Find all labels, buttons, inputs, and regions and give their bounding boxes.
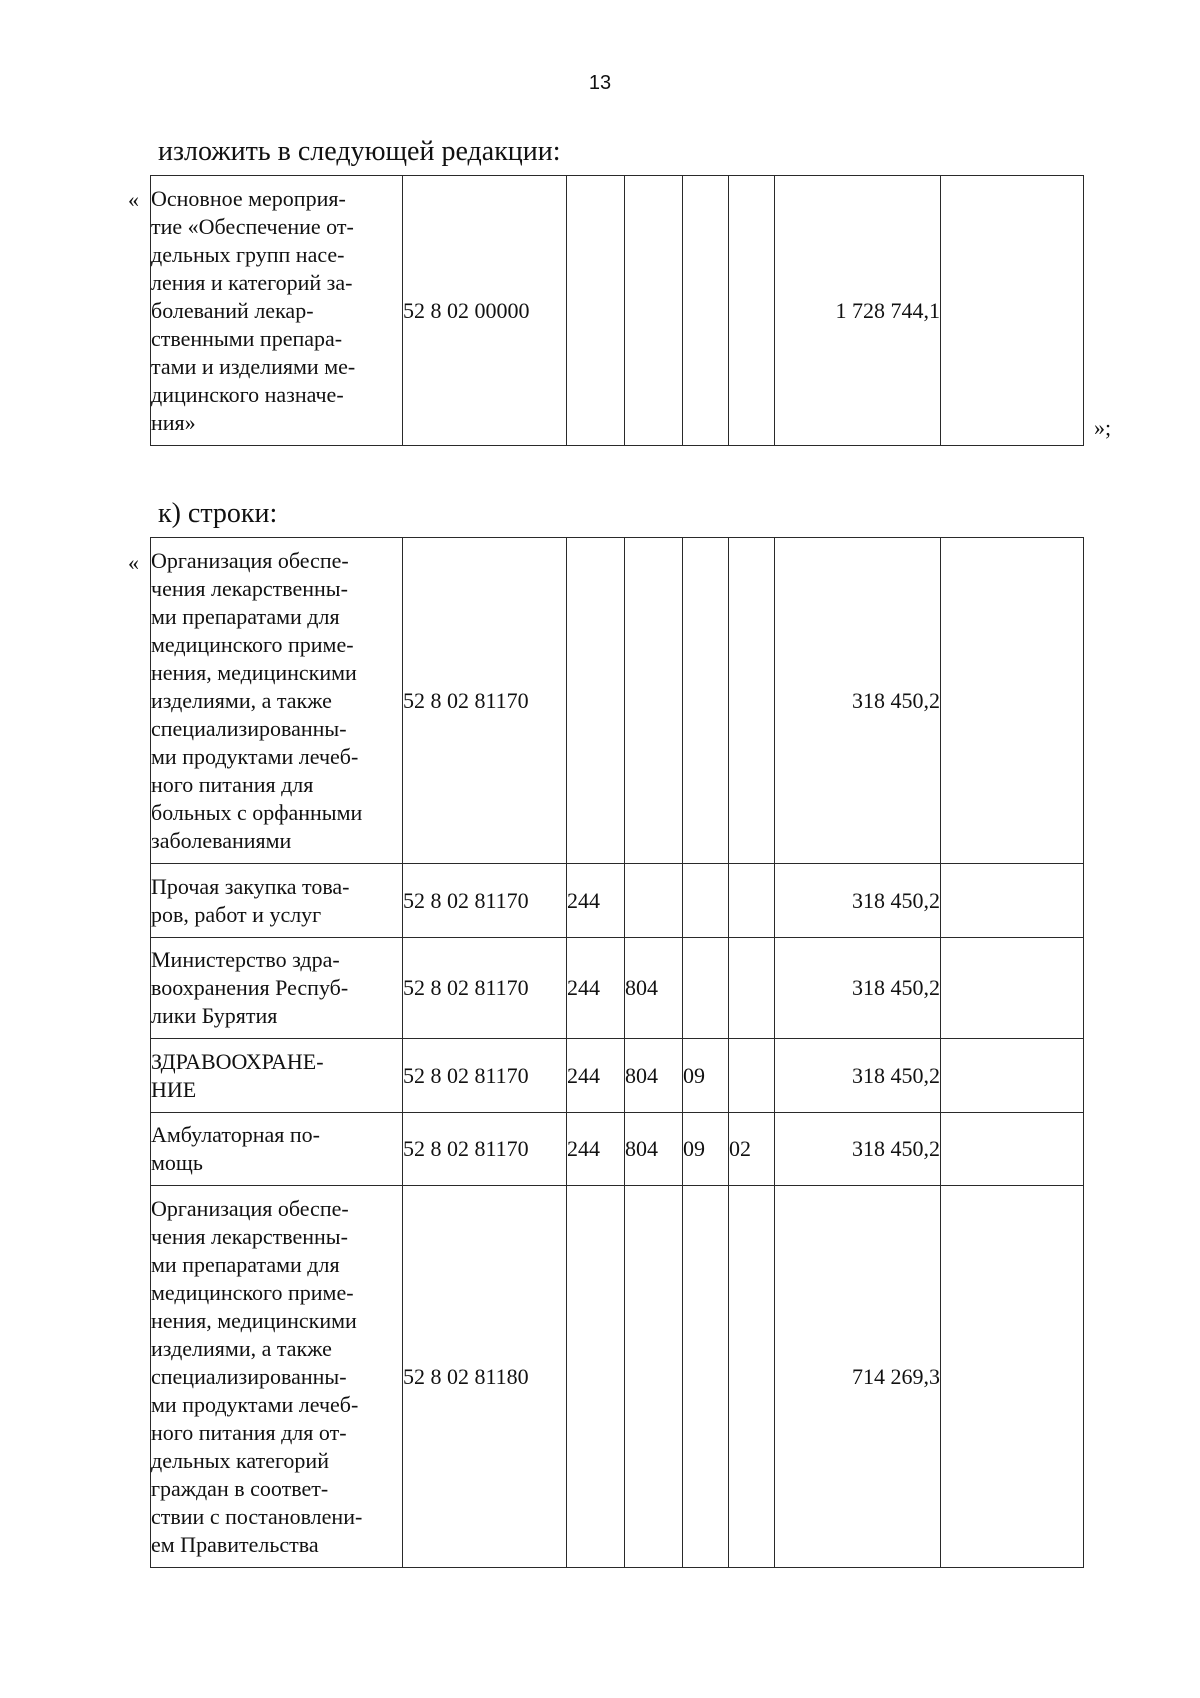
target-article-cell: 52 8 02 81170 — [403, 1039, 567, 1113]
row-name-cell: Организация обеспе- чения лекарственны- ми препаратами для медицинского приме- нения, медицинскими изделиями, а также специализированны- ми продуктами лечеб- ного питания для от- дельных категорий граждан в соответ- ствии с постановлени- ем Правительства — [151, 1186, 403, 1568]
extra-cell — [941, 938, 1084, 1039]
open-quote: « — [128, 550, 139, 575]
row-name-cell: Основное мероприя- тие «Обеспечение от- дельных групп насе- ления и категорий за- болеваний лекар- ственными препара- тами и изделиями ме- дицинского назначе- ния» — [151, 176, 403, 446]
extra-cell — [941, 538, 1084, 864]
row-name-cell: Прочая закупка това- ров, работ и услуг — [151, 864, 403, 938]
target-article-cell: 52 8 02 81170 — [403, 864, 567, 938]
extra-cell — [941, 1113, 1084, 1186]
row-name-cell: Организация обеспе- чения лекарственны- ми препаратами для медицинского приме- нения, медицинскими изделиями, а также специализированны- ми продуктами лечеб- ного питания для больных с орфанными заболеваниями — [151, 538, 403, 864]
target-article-cell: 52 8 02 00000 — [403, 176, 567, 446]
grbs-cell — [625, 1186, 683, 1568]
section-heading-edition: изложить в следующей редакции: — [158, 136, 561, 167]
subsection-cell — [729, 538, 775, 864]
expense-type-cell — [567, 538, 625, 864]
amount-cell: 318 450,2 — [775, 864, 941, 938]
open-quote: « — [128, 187, 139, 212]
section-cell: 09 — [683, 1039, 729, 1113]
expense-type-cell: 244 — [567, 1113, 625, 1186]
grbs-cell — [625, 538, 683, 864]
section-cell — [683, 1186, 729, 1568]
amount-cell: 1 728 744,1 — [775, 176, 941, 446]
grbs-cell: 804 — [625, 1113, 683, 1186]
section-cell — [683, 176, 729, 446]
table-row — [151, 938, 1084, 1039]
table-row — [151, 1113, 1084, 1186]
row-name-cell: ЗДРАВООХРАНЕ- НИЕ — [151, 1039, 403, 1113]
subsection-cell — [729, 938, 775, 1039]
expense-type-cell: 244 — [567, 938, 625, 1039]
amount-cell: 318 450,2 — [775, 938, 941, 1039]
table-row — [151, 1186, 1084, 1568]
page-number: 13 — [588, 72, 612, 94]
section-cell: 09 — [683, 1113, 729, 1186]
budget-table-edition — [150, 175, 1084, 446]
subsection-cell — [729, 1186, 775, 1568]
close-quote: »; — [1094, 415, 1112, 440]
target-article-cell: 52 8 02 81170 — [403, 938, 567, 1039]
subsection-cell — [729, 864, 775, 938]
grbs-cell — [625, 176, 683, 446]
extra-cell — [941, 176, 1084, 446]
subsection-cell — [729, 176, 775, 446]
extra-cell — [941, 1186, 1084, 1568]
grbs-cell: 804 — [625, 938, 683, 1039]
table-row — [151, 538, 1084, 864]
table-row — [151, 1039, 1084, 1113]
section-cell — [683, 864, 729, 938]
amount-cell: 714 269,3 — [775, 1186, 941, 1568]
row-name-cell: Министерство здра- воохранения Респуб- лики Бурятия — [151, 938, 403, 1039]
budget-table-rows — [150, 537, 1084, 1568]
amount-cell: 318 450,2 — [775, 1039, 941, 1113]
section-cell — [683, 538, 729, 864]
subsection-cell: 02 — [729, 1113, 775, 1186]
expense-type-cell — [567, 1186, 625, 1568]
grbs-cell — [625, 864, 683, 938]
table-row — [151, 176, 1084, 446]
extra-cell — [941, 1039, 1084, 1113]
amount-cell: 318 450,2 — [775, 538, 941, 864]
subsection-cell — [729, 1039, 775, 1113]
target-article-cell: 52 8 02 81180 — [403, 1186, 567, 1568]
expense-type-cell — [567, 176, 625, 446]
table-row — [151, 864, 1084, 938]
row-name-cell: Амбулаторная по- мощь — [151, 1113, 403, 1186]
expense-type-cell: 244 — [567, 1039, 625, 1113]
section-cell — [683, 938, 729, 1039]
grbs-cell: 804 — [625, 1039, 683, 1113]
target-article-cell: 52 8 02 81170 — [403, 538, 567, 864]
expense-type-cell: 244 — [567, 864, 625, 938]
section-heading-rows: к) строки: — [158, 498, 278, 529]
amount-cell: 318 450,2 — [775, 1113, 941, 1186]
extra-cell — [941, 864, 1084, 938]
target-article-cell: 52 8 02 81170 — [403, 1113, 567, 1186]
